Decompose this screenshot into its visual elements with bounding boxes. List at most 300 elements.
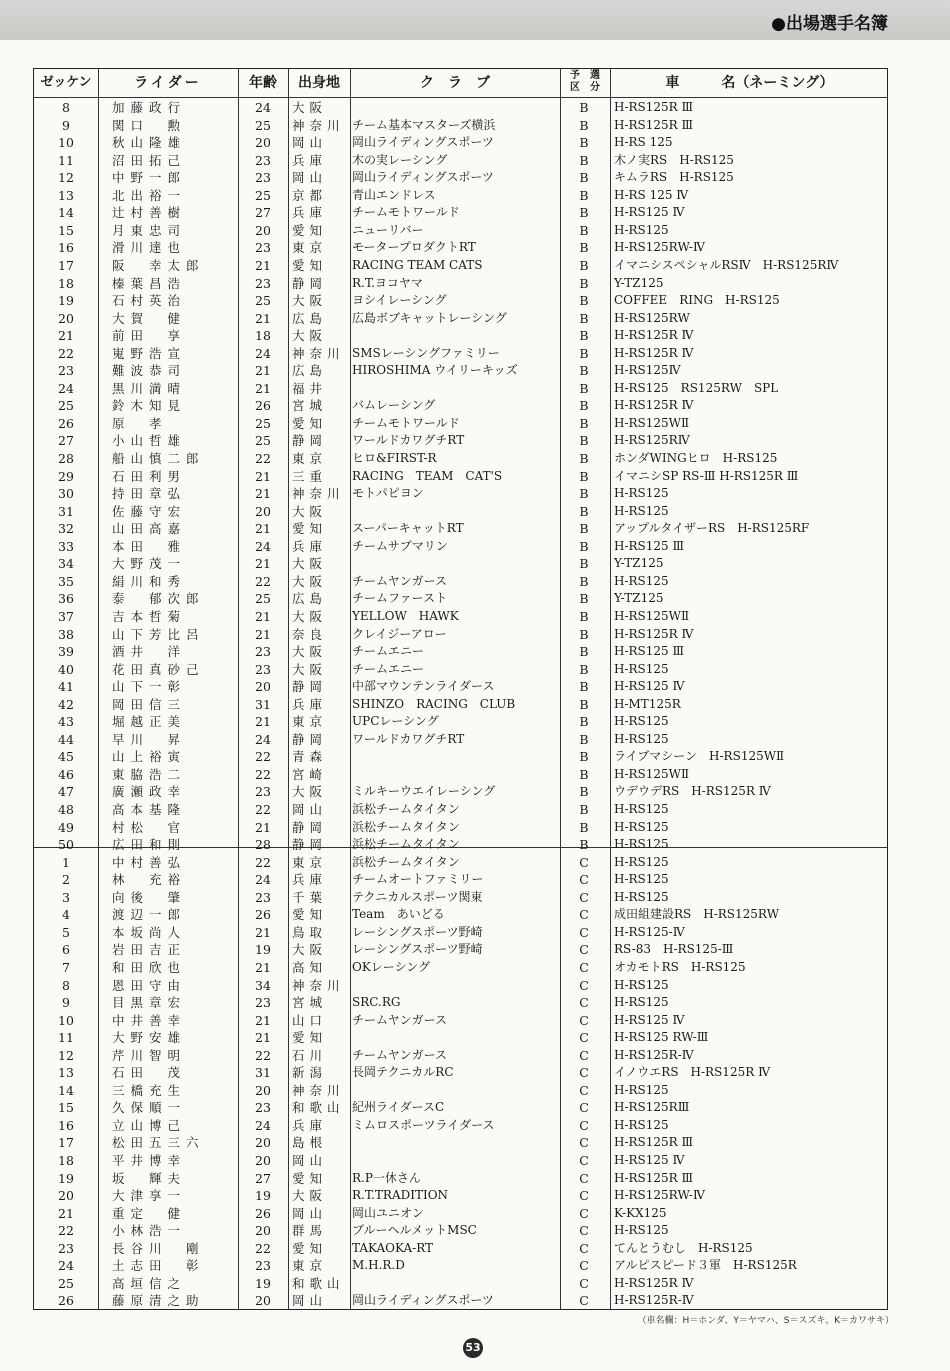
machine-name: H-RS125R Ⅳ <box>614 626 694 641</box>
machine-name: H-RS125 <box>614 503 669 518</box>
rider-hometown: 神奈川 <box>292 977 345 993</box>
rider-club: R.T.ヨコヤマ <box>352 275 423 290</box>
qualifying-class: B <box>579 152 589 168</box>
rider-name: 三橋充生 <box>112 1082 187 1098</box>
machine-name: H-RS125 RW-Ⅲ <box>614 1030 709 1045</box>
rider-age: 25 <box>255 293 271 309</box>
qualifying-class: B <box>579 293 589 309</box>
rider-number: 30 <box>58 486 74 502</box>
rider-number: 8 <box>62 100 70 115</box>
machine-name: H-RS125R Ⅲ <box>614 100 694 114</box>
machine-name: アップルタイザーRS H-RS125RF <box>614 521 810 536</box>
qualifying-class: B <box>579 398 589 414</box>
rider-name: 前田 享 <box>112 328 187 344</box>
rider-number: 22 <box>58 345 74 361</box>
rider-age: 31 <box>255 1065 271 1081</box>
rider-number: 38 <box>58 626 74 642</box>
rider-number: 10 <box>58 1012 74 1028</box>
rider-club: チームエニー <box>352 644 425 659</box>
qualifying-class: B <box>579 644 589 660</box>
rider-name: 難波恭司 <box>112 363 187 379</box>
rider-hometown: 大阪 <box>292 1188 328 1204</box>
machine-name: H-RS125 Ⅳ <box>614 679 685 694</box>
rider-hometown: 東京 <box>292 854 328 870</box>
table-row <box>34 204 889 222</box>
rider-name: 重定 健 <box>112 1205 187 1221</box>
qualifying-class: C <box>579 1012 589 1028</box>
rider-number: 13 <box>58 187 74 203</box>
rider-number: 19 <box>58 293 74 309</box>
rider-number: 35 <box>58 573 74 589</box>
qualifying-class: B <box>579 802 589 817</box>
qualifying-class: C <box>579 1030 589 1046</box>
rider-age: 22 <box>255 854 271 870</box>
rider-number: 1 <box>62 854 70 870</box>
machine-name: Y-TZ125 <box>614 275 664 290</box>
table-row <box>34 1292 889 1310</box>
table-row <box>34 432 889 450</box>
machine-name: K-KX125 <box>614 1205 667 1220</box>
rider-name: 和田欣也 <box>112 959 187 975</box>
col-header-number: ゼッケン <box>40 75 92 90</box>
rider-number: 10 <box>58 135 74 151</box>
qualifying-class: B <box>579 117 589 133</box>
col-header-rider: ライダー <box>134 75 202 91</box>
table-row <box>34 1240 889 1258</box>
machine-name: H-RS125 <box>614 486 669 501</box>
rider-age: 21 <box>255 556 271 572</box>
rider-age: 20 <box>255 1223 271 1239</box>
rider-hometown: 兵庫 <box>292 538 328 554</box>
rider-number: 7 <box>62 959 70 975</box>
rider-club: ミムロスポーツライダース <box>352 1117 495 1132</box>
rider-club: TAKAOKA-RT <box>352 1240 434 1255</box>
rider-age: 21 <box>255 626 271 642</box>
rider-name: 山上裕寅 <box>112 749 187 765</box>
table-row <box>34 977 889 995</box>
qualifying-class: B <box>579 608 589 624</box>
qualifying-class: C <box>579 1223 589 1239</box>
rider-number: 2 <box>62 872 70 888</box>
rider-hometown: 愛知 <box>292 257 328 273</box>
rider-age: 23 <box>255 1258 271 1274</box>
rider-club: YELLOW HAWK <box>352 608 459 623</box>
rider-name: 高垣信之 <box>112 1275 187 1291</box>
machine-name: イマニシSP RS-Ⅲ H-RS125R Ⅲ <box>614 468 799 483</box>
table-row <box>34 801 889 819</box>
rider-number: 18 <box>58 1153 74 1168</box>
rider-age: 23 <box>255 275 271 291</box>
machine-name: H-RS125 Ⅳ <box>614 1153 685 1167</box>
machine-name: H-RS125WⅡ <box>614 766 690 781</box>
rider-age: 23 <box>255 152 271 168</box>
rider-hometown: 岡山 <box>292 1205 328 1221</box>
qualifying-class: B <box>579 819 589 835</box>
rider-hometown: 大阪 <box>292 661 328 677</box>
machine-name: H-RS125WⅡ <box>614 415 690 430</box>
machine-name: H-RS 125 Ⅳ <box>614 187 689 202</box>
entry-table <box>33 68 888 1310</box>
table-row <box>34 1170 889 1188</box>
rider-club: 浜松チームタイタン <box>352 837 460 852</box>
machine-name: H-RS125R Ⅲ <box>614 1135 694 1150</box>
rider-number: 47 <box>58 784 74 800</box>
rider-age: 22 <box>255 766 271 782</box>
rider-name: 土志田 彰 <box>112 1258 205 1274</box>
rider-number: 24 <box>58 380 74 396</box>
rider-club: スーパーキャットRT <box>352 521 464 536</box>
rider-name: 原 孝 <box>112 415 168 431</box>
table-row <box>34 327 889 345</box>
rider-hometown: 静岡 <box>292 837 328 853</box>
rider-number: 15 <box>58 222 74 238</box>
qualifying-class: B <box>579 310 589 326</box>
rider-number: 21 <box>58 328 74 344</box>
table-row <box>34 468 889 486</box>
rider-club: SMSレーシングファミリー <box>352 345 500 360</box>
machine-name: H-RS125Ⅳ <box>614 363 681 378</box>
header-bar <box>0 0 950 40</box>
rider-hometown: 静岡 <box>292 731 328 747</box>
table-row <box>34 1275 889 1293</box>
col-header-class-top: 予 選 <box>570 70 600 81</box>
rider-age: 23 <box>255 784 271 800</box>
rider-name: 小林浩一 <box>112 1223 187 1239</box>
table-row <box>34 819 889 837</box>
rider-hometown: 東京 <box>292 714 328 730</box>
rider-number: 39 <box>58 644 74 660</box>
rider-club: チームヤンガース <box>352 1012 448 1027</box>
rider-age: 28 <box>255 837 271 853</box>
rider-hometown: 静岡 <box>292 275 328 291</box>
machine-name: H-RS125 RS125RW SPL <box>614 380 779 395</box>
rider-club: 浜松チームタイタン <box>352 854 460 869</box>
rider-number: 37 <box>58 608 74 624</box>
rider-hometown: 山口 <box>292 1012 328 1028</box>
qualifying-class: B <box>579 275 589 291</box>
rider-number: 34 <box>58 556 74 572</box>
rider-number: 40 <box>58 661 74 677</box>
rider-number: 28 <box>58 451 74 466</box>
rider-number: 11 <box>58 152 74 168</box>
machine-name: H-RS125 <box>614 222 669 237</box>
rider-name: 佐藤守宏 <box>112 503 187 519</box>
qualifying-class: C <box>579 1117 589 1133</box>
rider-name: 藤原清之助 <box>112 1293 205 1309</box>
rider-hometown: 愛知 <box>292 521 328 537</box>
rider-club: SRC.RG <box>352 995 401 1010</box>
rider-name: 月東忠司 <box>112 222 187 238</box>
qualifying-class: B <box>579 784 589 800</box>
qualifying-class: B <box>579 222 589 238</box>
col-header-class-bottom: 区 分 <box>570 82 600 93</box>
header-divider <box>34 97 887 98</box>
machine-name: H-RS125 Ⅳ <box>614 1012 685 1027</box>
rider-club: 浜松チームタイタン <box>352 819 460 834</box>
machine-name: オカモトRS H-RS125 <box>614 959 746 974</box>
qualifying-class: B <box>579 626 589 642</box>
rider-name: 向後 肇 <box>112 889 187 905</box>
machine-name: H-RS125R-Ⅳ <box>614 1293 694 1308</box>
rider-number: 20 <box>58 310 74 326</box>
rider-club: レーシングスポーツ野崎 <box>352 942 483 957</box>
table-row <box>34 854 889 872</box>
table-row <box>34 626 889 644</box>
rider-hometown: 岡山 <box>292 1153 328 1168</box>
rider-hometown: 東京 <box>292 240 328 256</box>
qualifying-class: C <box>579 1275 589 1291</box>
rider-club: チームヤンガース <box>352 573 448 588</box>
machine-name: H-RS125 <box>614 977 669 992</box>
rider-club: ヒロ&FIRST-R <box>352 451 437 465</box>
rider-club: チームオートファミリー <box>352 872 484 887</box>
rider-name: 黒川満晴 <box>112 380 187 396</box>
rider-number: 41 <box>58 679 74 695</box>
table-row <box>34 1029 889 1047</box>
rider-club: バムレーシング <box>352 398 436 413</box>
machine-name: イノウエRS H-RS125R Ⅳ <box>614 1065 771 1080</box>
rider-name: 阪 幸太郎 <box>112 257 205 273</box>
rider-number: 48 <box>58 802 74 817</box>
rider-name: 林 充裕 <box>112 872 187 888</box>
rider-age: 24 <box>255 1117 271 1133</box>
rider-hometown: 広島 <box>292 591 328 607</box>
rider-name: 堀越正美 <box>112 714 187 730</box>
machine-name: H-RS125 <box>614 889 669 904</box>
rider-club: 中部マウンテンライダース <box>352 679 495 694</box>
table-row <box>34 169 889 187</box>
table-row <box>34 538 889 556</box>
rider-hometown: 神奈川 <box>292 486 345 502</box>
col-header-from: 出身地 <box>298 75 340 91</box>
machine-name: H-RS125R Ⅳ <box>614 328 694 343</box>
rider-name: 山下一彰 <box>112 679 187 695</box>
rider-club: 青山エンドレス <box>352 187 436 202</box>
qualifying-class: C <box>579 854 589 870</box>
rider-number: 25 <box>58 1275 74 1291</box>
rider-age: 24 <box>255 872 271 888</box>
qualifying-class: B <box>579 538 589 554</box>
rider-age: 22 <box>255 451 271 466</box>
rider-age: 21 <box>255 468 271 484</box>
rider-age: 21 <box>255 819 271 835</box>
machine-name: アルピスピード３軍 H-RS125R <box>614 1258 797 1273</box>
qualifying-class: C <box>579 995 589 1011</box>
rider-age: 23 <box>255 661 271 677</box>
rider-name: 高本基隆 <box>112 802 187 817</box>
rider-hometown: 岡山 <box>292 135 328 151</box>
rider-hometown: 三重 <box>292 468 328 484</box>
rider-name: 大賀 健 <box>112 310 187 326</box>
machine-name: H-RS125R-Ⅳ <box>614 1047 694 1062</box>
rider-name: 本坂尚人 <box>112 924 187 940</box>
rider-age: 19 <box>255 1275 271 1291</box>
page-number: 53 <box>463 1338 483 1358</box>
table-row <box>34 836 889 854</box>
rider-hometown: 静岡 <box>292 433 328 449</box>
rider-name: 広田和則 <box>112 837 187 853</box>
table-row <box>34 1134 889 1152</box>
rider-number: 5 <box>62 924 70 940</box>
qualifying-class: B <box>579 556 589 572</box>
rider-number: 36 <box>58 591 74 607</box>
rider-club: チームモトワールド <box>352 205 460 220</box>
rider-age: 20 <box>255 503 271 519</box>
qualifying-class: C <box>579 1170 589 1186</box>
qualifying-class: C <box>579 1153 589 1168</box>
machine-name: H-RS125 Ⅲ <box>614 538 685 553</box>
qualifying-class: C <box>579 1082 589 1098</box>
rider-hometown: 群馬 <box>292 1223 328 1239</box>
rider-age: 18 <box>255 328 271 344</box>
rider-club: 岡山ユニオン <box>352 1205 425 1220</box>
qualifying-class: B <box>579 766 589 782</box>
qualifying-class: B <box>579 345 589 361</box>
rider-club: OKレーシング <box>352 959 431 974</box>
rider-age: 21 <box>255 959 271 975</box>
machine-name: H-RS125 <box>614 1082 669 1097</box>
rider-hometown: 大阪 <box>292 784 328 800</box>
table-row <box>34 661 889 679</box>
rider-hometown: 大阪 <box>292 503 328 519</box>
rider-club: 広島ボブキャットレーシング <box>352 310 507 325</box>
qualifying-class: B <box>579 380 589 396</box>
rider-name: 立山博己 <box>112 1117 187 1133</box>
rider-club: ニューリバー <box>352 222 424 237</box>
qualifying-class: C <box>579 1188 589 1204</box>
machine-name: H-RS125 <box>614 837 669 852</box>
rider-age: 25 <box>255 415 271 431</box>
rider-club: ワールドカワグチRT <box>352 433 465 448</box>
table-row <box>34 608 889 626</box>
qualifying-class: B <box>579 837 589 853</box>
table-row <box>34 1257 889 1275</box>
table-row <box>34 117 889 135</box>
rider-hometown: 愛知 <box>292 1030 328 1046</box>
machine-name: ホンダWINGヒロ H-RS125 <box>614 451 778 465</box>
machine-name: H-RS125 <box>614 1223 669 1238</box>
rider-club: クレイジーアロー <box>352 626 447 641</box>
rider-club: チームエニー <box>352 661 425 676</box>
rider-hometown: 和歌山 <box>292 1100 345 1116</box>
rider-hometown: 愛知 <box>292 1240 328 1256</box>
rider-hometown: 大阪 <box>292 293 328 309</box>
table-row <box>34 1099 889 1117</box>
qualifying-class: C <box>579 872 589 888</box>
rider-club: チーム基本マスターズ横浜 <box>352 117 496 132</box>
rider-name: 泰 郁次郎 <box>112 591 205 607</box>
rider-age: 20 <box>255 679 271 695</box>
rider-club: チームファースト <box>352 591 448 606</box>
rider-name: 山下芳比呂 <box>112 626 205 642</box>
table-row <box>34 906 889 924</box>
rider-number: 23 <box>58 363 74 379</box>
table-row <box>34 362 889 380</box>
machine-name: H-RS125 <box>614 573 669 588</box>
rider-club: レーシングスポーツ野崎 <box>352 924 483 939</box>
qualifying-class: B <box>579 661 589 677</box>
rider-name: 岡田信三 <box>112 696 187 712</box>
table-row <box>34 555 889 573</box>
rider-age: 23 <box>255 995 271 1011</box>
machine-name: H-RS125WⅡ <box>614 608 690 623</box>
rider-name: 持田章弘 <box>112 486 187 502</box>
rider-hometown: 静岡 <box>292 819 328 835</box>
rider-number: 50 <box>58 837 74 853</box>
rider-age: 25 <box>255 591 271 607</box>
rider-age: 21 <box>255 714 271 730</box>
qualifying-class: B <box>579 486 589 502</box>
table-row <box>34 485 889 503</box>
qualifying-class: B <box>579 749 589 765</box>
rider-age: 22 <box>255 1240 271 1256</box>
rider-age: 20 <box>255 1153 271 1168</box>
rider-number: 49 <box>58 819 74 835</box>
rider-number: 13 <box>58 1065 74 1081</box>
rider-number: 27 <box>58 433 74 449</box>
rider-name: 芹川智明 <box>112 1047 187 1063</box>
rider-number: 44 <box>58 731 74 747</box>
rider-hometown: 愛知 <box>292 1170 328 1186</box>
rider-age: 21 <box>255 310 271 326</box>
rider-hometown: 大阪 <box>292 608 328 624</box>
machine-name: RS-83 H-RS125-Ⅲ <box>614 942 734 957</box>
rider-hometown: 愛知 <box>292 907 328 923</box>
rider-age: 27 <box>255 1170 271 1186</box>
qualifying-class: B <box>579 573 589 589</box>
table-row <box>34 1047 889 1065</box>
rider-number: 20 <box>58 1188 74 1204</box>
machine-name: ライブマシーン H-RS125WⅡ <box>614 749 785 764</box>
qualifying-class: B <box>579 731 589 747</box>
rider-number: 24 <box>58 1258 74 1274</box>
rider-name: 松田五三六 <box>112 1135 205 1151</box>
rider-age: 21 <box>255 1030 271 1046</box>
qualifying-class: C <box>579 959 589 975</box>
machine-name: H-RS125 Ⅲ <box>614 644 685 659</box>
rider-hometown: 青森 <box>292 749 328 765</box>
rider-hometown: 大阪 <box>292 328 328 344</box>
machine-name: H-RS125 <box>614 872 669 887</box>
table-row <box>34 1064 889 1082</box>
rider-name: 山田高嘉 <box>112 521 187 537</box>
rider-hometown: 神奈川 <box>292 117 345 133</box>
rider-name: 石田利男 <box>112 468 187 484</box>
rider-age: 23 <box>255 240 271 256</box>
machine-name: H-RS125R Ⅳ <box>614 1275 694 1290</box>
rider-age: 23 <box>255 170 271 186</box>
rider-hometown: 兵庫 <box>292 152 328 168</box>
qualifying-class: C <box>579 1065 589 1081</box>
table-row <box>34 643 889 661</box>
rider-number: 3 <box>62 889 70 905</box>
rider-name: 廣瀬政幸 <box>112 784 187 800</box>
table-row <box>34 871 889 889</box>
table-row <box>34 345 889 363</box>
rider-club: SHINZO RACING CLUB <box>352 696 516 711</box>
rider-hometown: 和歌山 <box>292 1275 345 1291</box>
rider-age: 25 <box>255 433 271 449</box>
rider-hometown: 千葉 <box>292 889 328 905</box>
rider-age: 20 <box>255 1135 271 1151</box>
table-row <box>34 783 889 801</box>
qualifying-class: B <box>579 257 589 273</box>
rider-hometown: 兵庫 <box>292 696 328 712</box>
rider-number: 17 <box>58 1135 74 1151</box>
machine-name: H-RS125RⅢ <box>614 1100 690 1115</box>
rider-number: 19 <box>58 1170 74 1186</box>
qualifying-class: B <box>579 328 589 344</box>
